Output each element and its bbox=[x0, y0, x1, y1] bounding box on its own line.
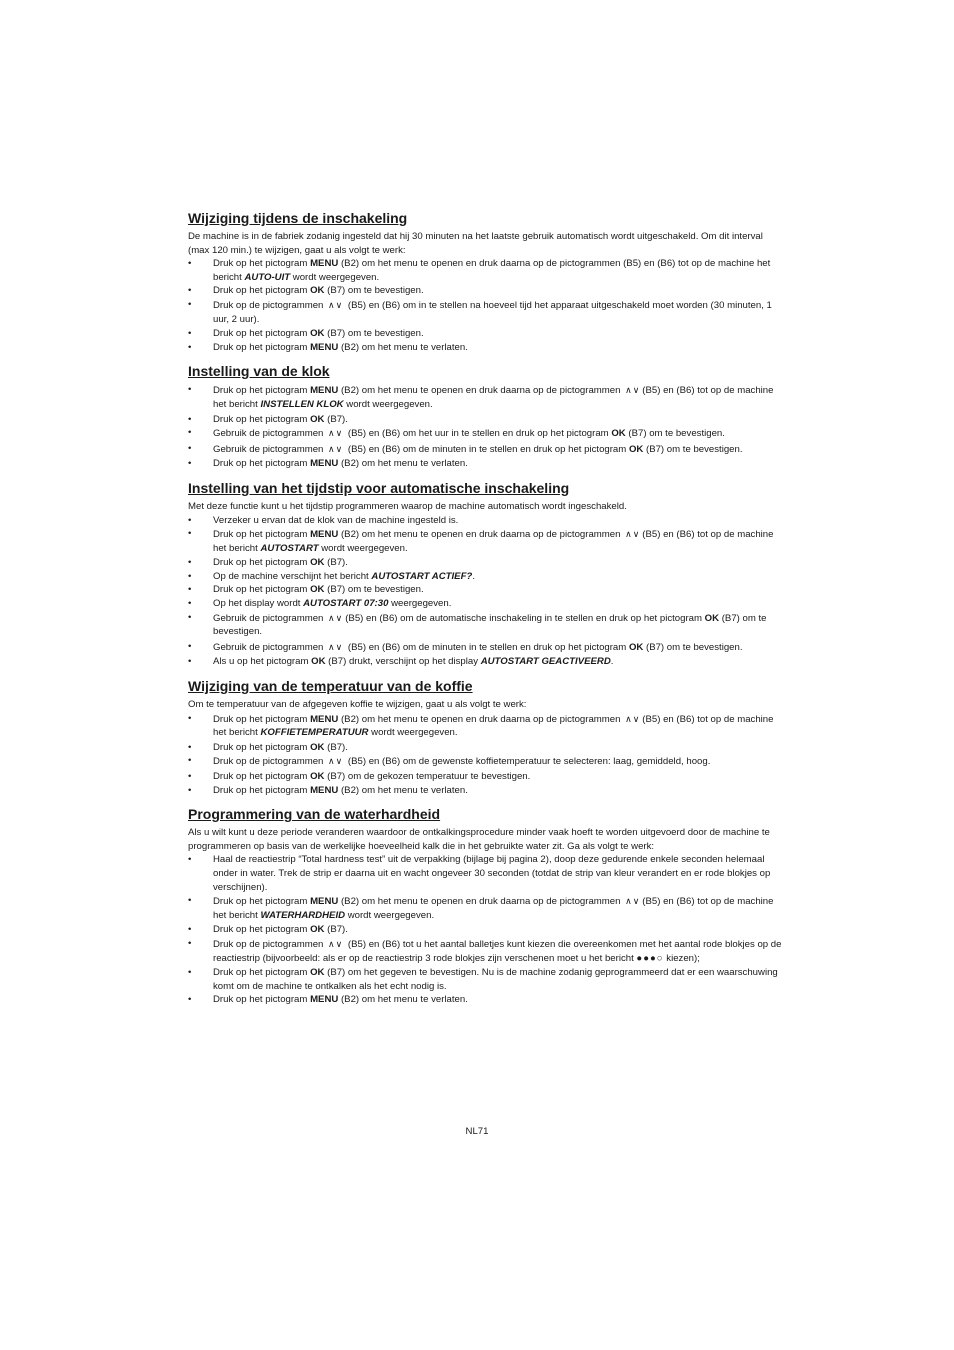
list-item: • Druk op het pictogram MENU (B2) om het menu te verlaten. bbox=[188, 784, 784, 798]
bullet-list bbox=[188, 712, 784, 798]
up-down-arrows-icon: ∧∨ bbox=[328, 612, 344, 623]
up-down-arrows-icon: ∧∨ bbox=[625, 529, 641, 540]
list-item: • Verzeker u ervan dat de klok van de machine ingesteld is. bbox=[188, 514, 784, 528]
section-intro: De machine is in de fabriek zodanig ingesteld dat hij 30 minuten na het laatste gebruik automatisch wordt uitgeschakeld. Om dit interval (max 120 min.) te wijzigen, gaat u als volgt te werk: bbox=[188, 231, 763, 256]
list-item: • Druk op het pictogram MENU (B2) om het menu te verlaten. bbox=[188, 457, 784, 471]
list-item: • Gebruik de pictogrammen ∧∨ (B5) en (B6) om de automatische inschakeling in te stellen en druk op het pictogram OK (B7) om te bevestigen. bbox=[188, 611, 784, 640]
section-auto-off bbox=[188, 210, 784, 354]
section-title: Wijziging van de temperatuur van de koffie bbox=[188, 678, 473, 695]
list-item: • Druk op het pictogram MENU (B2) om het menu te openen en druk daarna op de pictogrammen ∧∨ (B5) en (B6) tot op de machine het bericht AUTOSTART wordt weergegeven. bbox=[188, 527, 784, 556]
up-down-arrows-icon: ∧∨ bbox=[328, 938, 344, 949]
list-item: • Druk op het pictogram OK (B7) om het gegeven te bevestigen. Nu is de machine zodanig geprogrammeerd dat er een waarschuwing komt om de machine te ontkalken als het echt nodig is. bbox=[188, 966, 784, 993]
up-down-arrows-icon: ∧∨ bbox=[328, 299, 344, 310]
bullet-list bbox=[188, 257, 784, 354]
bullet-list bbox=[188, 853, 784, 1007]
list-item: • Druk op het pictogram MENU (B2) om het menu te verlaten. bbox=[188, 993, 784, 1007]
list-item: • Druk op het pictogram OK (B7). bbox=[188, 741, 784, 755]
list-item: • Op de machine verschijnt het bericht AUTOSTART ACTIEF?. bbox=[188, 570, 784, 584]
section-clock bbox=[188, 363, 784, 471]
list-item: • Druk op het pictogram OK (B7) om te bevestigen. bbox=[188, 583, 784, 597]
list-item: • Haal de reactiestrip “Total hardness test” uit de verpakking (bijlage bij pagina 2), doop deze gedurende enkele seconden helemaal onder in water. Trek de strip er daarna uit en wacht ongeveer 30 seconden (totdat de strip van kleur verandert en er rode blokjes op verschijnen). bbox=[188, 853, 784, 894]
bullet-list bbox=[188, 514, 784, 670]
up-down-arrows-icon: ∧∨ bbox=[625, 896, 641, 907]
section-intro: Met deze functie kunt u het tijdstip programmeren waarop de machine automatisch wordt ingeschakeld. bbox=[188, 500, 627, 512]
list-item: • Gebruik de pictogrammen ∧∨ (B5) en (B6) om de minuten in te stellen en druk op het pictogram OK (B7) om te bevestigen. bbox=[188, 442, 784, 458]
up-down-arrows-icon: ∧∨ bbox=[625, 713, 641, 724]
section-title: Wijziging tijdens de inschakeling bbox=[188, 210, 408, 226]
list-item: • Druk op het pictogram OK (B7) om te bevestigen. bbox=[188, 327, 784, 341]
list-item: • Druk op de pictogrammen ∧∨ (B5) en (B6) tot u het aantal balletjes kunt kiezen die overeenkomen met het aantal rode blokjes op de reactiestrip (bijvoorbeeld: als er op de reactiestrip 3 rode blokjes zijn verschenen moet u het bericht ●●●○ kiezen); bbox=[188, 937, 784, 966]
list-item: • Druk op het pictogram OK (B7). bbox=[188, 556, 784, 570]
section-title: Instelling van de klok bbox=[188, 363, 330, 380]
up-down-arrows-icon: ∧∨ bbox=[625, 385, 641, 396]
section-intro: Als u wilt kunt u deze periode veranderen waardoor de ontkalkingsprocedure minder vaak hoeft te worden uitgevoerd door de machine te programmeren op basis van de werkelijke hoeveelheid kalk die in het gebruikte water zit. Ga als volgt te werk: bbox=[188, 827, 770, 852]
bullet-list bbox=[188, 383, 784, 471]
section-water-hardness bbox=[188, 806, 784, 1007]
list-item: • Druk op het pictogram OK (B7). bbox=[188, 413, 784, 427]
list-item: • Druk op het pictogram MENU (B2) om het menu te verlaten. bbox=[188, 341, 784, 355]
section-title: Programmering van de waterhardheid bbox=[188, 806, 441, 823]
section-intro: Om te temperatuur van de afgegeven koffie te wijzigen, gaat u als volgt te werk: bbox=[188, 699, 527, 711]
list-item: • Druk op het pictogram MENU (B2) om het menu te openen en druk daarna op de pictogrammen (B5) en (B6) tot op de machine het bericht AUTO-UIT wordt weergegeven. bbox=[188, 257, 784, 284]
list-item: • Druk op het pictogram MENU (B2) om het menu te openen en druk daarna op de pictogrammen ∧∨ (B5) en (B6) tot op de machine het bericht KOFFIETEMPERATUUR wordt weergegeven. bbox=[188, 712, 784, 741]
list-item: • Op het display wordt AUTOSTART 07:30 weergegeven. bbox=[188, 597, 784, 611]
section-coffee-temperature bbox=[188, 678, 784, 797]
list-item: • Gebruik de pictogrammen ∧∨ (B5) en (B6) om de minuten in te stellen en druk op het pictogram OK (B7) om te bevestigen. bbox=[188, 640, 784, 656]
hardness-dots-icon: ●●●○ bbox=[636, 952, 664, 964]
up-down-arrows-icon: ∧∨ bbox=[328, 443, 344, 454]
list-item: • Druk op de pictogrammen ∧∨ (B5) en (B6) om in te stellen na hoeveel tijd het apparaat uitgeschakeld moet worden (30 minuten, 1 uur, 2 uur). bbox=[188, 298, 784, 327]
up-down-arrows-icon: ∧∨ bbox=[328, 428, 344, 439]
section-autostart bbox=[188, 480, 784, 669]
list-item: • Druk op het pictogram MENU (B2) om het menu te openen en druk daarna op de pictogrammen ∧∨ (B5) en (B6) tot op de machine het bericht INSTELLEN KLOK wordt weergegeven. bbox=[188, 383, 784, 412]
up-down-arrows-icon: ∧∨ bbox=[328, 641, 344, 652]
list-item: • Gebruik de pictogrammen ∧∨ (B5) en (B6) om het uur in te stellen en druk op het pictogram OK (B7) om te bevestigen. bbox=[188, 426, 784, 442]
page-number: NL71 bbox=[465, 1126, 489, 1137]
list-item: • Druk op het pictogram MENU (B2) om het menu te openen en druk daarna op de pictogrammen ∧∨ (B5) en (B6) tot op de machine het bericht WATERHARDHEID wordt weergegeven. bbox=[188, 894, 784, 923]
list-item: • Druk op het pictogram OK (B7) om de gekozen temperatuur te bevestigen. bbox=[188, 770, 784, 784]
page-content bbox=[188, 210, 784, 1007]
list-item: • Als u op het pictogram OK (B7) drukt, verschijnt op het display AUTOSTART GEACTIVEERD. bbox=[188, 655, 784, 669]
section-title: Instelling van het tijdstip voor automatische inschakeling bbox=[188, 479, 570, 496]
list-item: • Druk op het pictogram OK (B7). bbox=[188, 923, 784, 937]
list-item: • Druk op de pictogrammen ∧∨ (B5) en (B6) om de gewenste koffietemperatuur te selecteren: laag, gemiddeld, hoog. bbox=[188, 754, 784, 770]
list-item: • Druk op het pictogram OK (B7) om te bevestigen. bbox=[188, 284, 784, 298]
up-down-arrows-icon: ∧∨ bbox=[328, 756, 344, 767]
